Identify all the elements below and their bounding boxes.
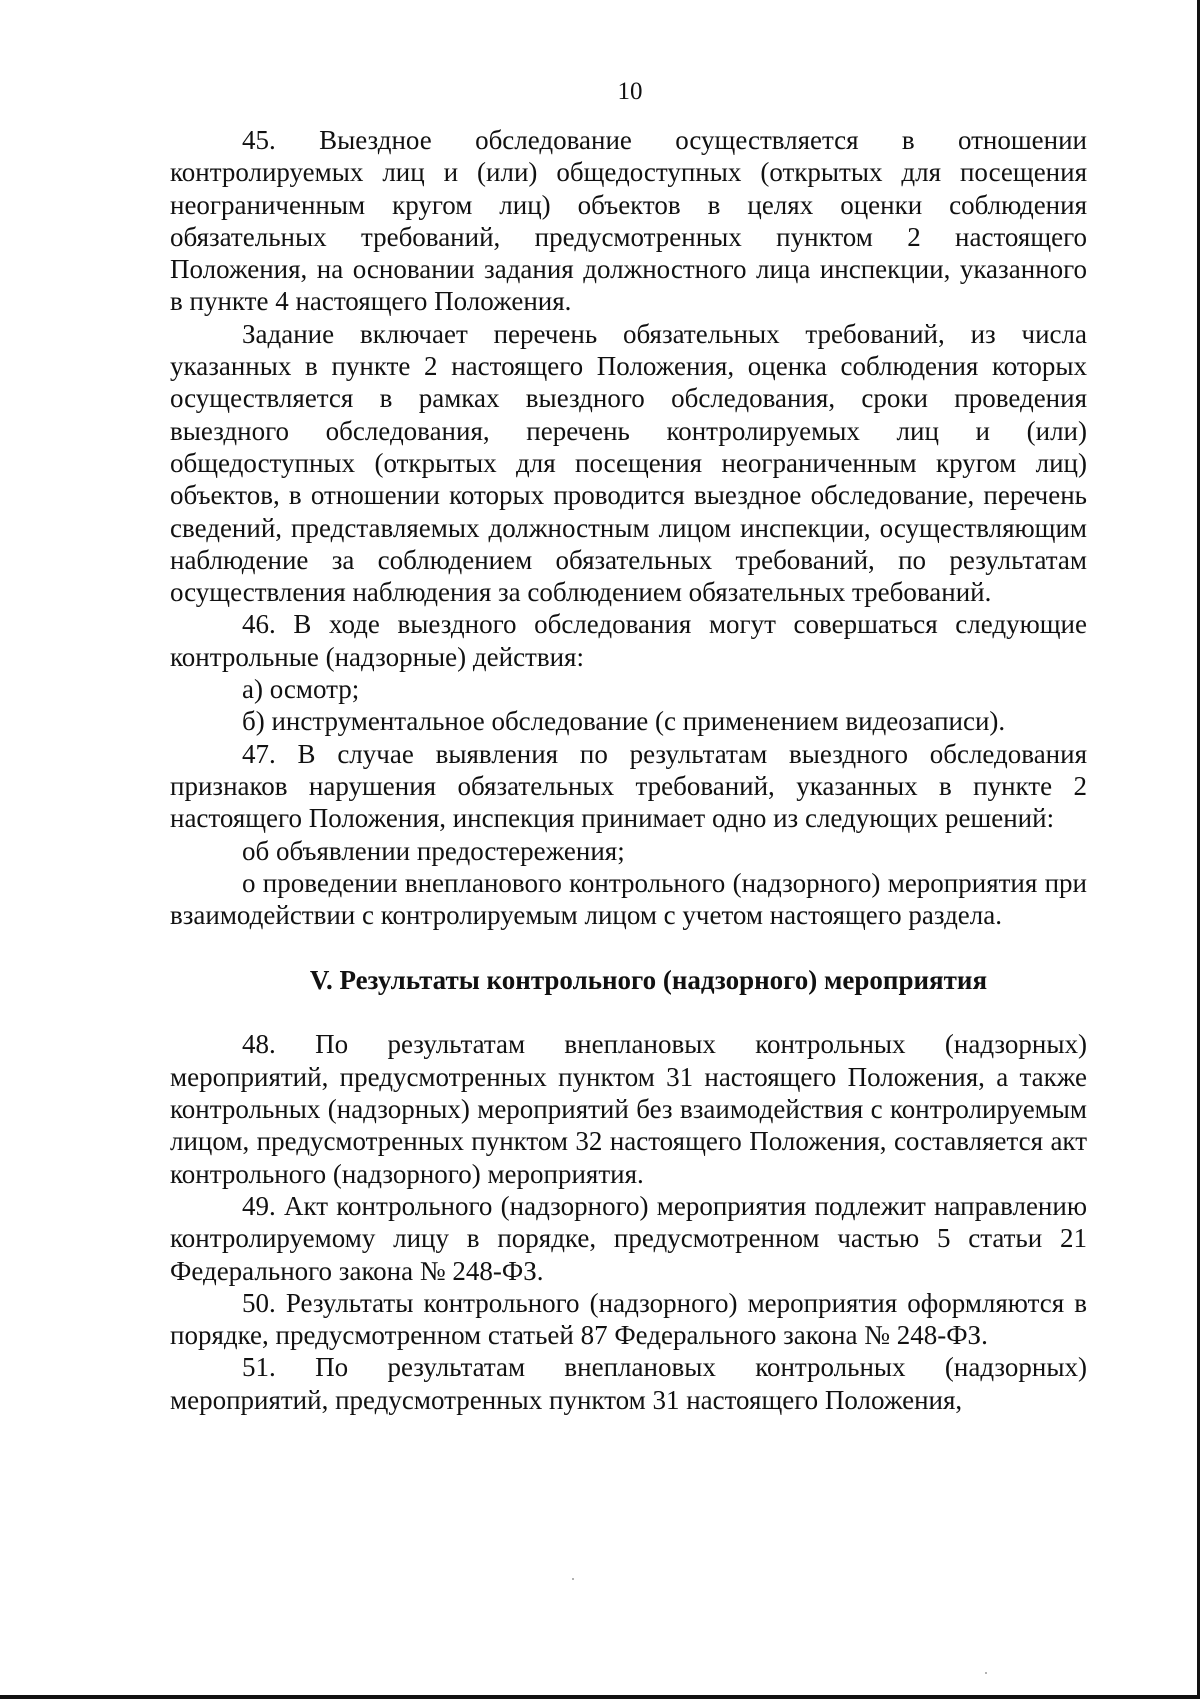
scan-speck xyxy=(985,1672,987,1674)
decision-unscheduled-event: о проведении внепланового контрольного (надзорного) мероприятия при взаимодействии с контролируемым лицом с учетом настоящего раздела. xyxy=(170,867,1087,931)
paragraph-47: 47. В случае выявления по результатам выездного обследования признаков нарушения обязательных требований, указанных в пункте 2 настоящего Положения, инспекция принимает одно из следующих решений: xyxy=(170,738,1087,834)
list-item-a-inspection: а) осмотр; xyxy=(242,674,360,705)
document-body xyxy=(170,124,1087,1416)
paragraph-46: 46. В ходе выездного обследования могут совершаться следующие контрольные (надзорные) действия: xyxy=(170,609,1087,672)
paragraph-task-contents: Задание включает перечень обязательных требований, из числа указанных в пункте 2 настоящего Положения, оценка соблюдения которых осуществляется в рамках выездного обследования, сроки проведения выездного обследования, перечень контролируемых лиц и (или) общедоступных (открытых для посещения неограниченным кругом лиц) объектов, в отношении которых проводится выездное обследование, перечень сведений, представляемых должностным лицом инспекции, осуществляющим наблюдение за соблюдением обязательных требований, по результатам осуществления наблюдения за соблюдением обязательных требований. xyxy=(170,318,1087,608)
scan-speck xyxy=(572,1578,574,1580)
decision-warning: об объявлении предостережения; xyxy=(242,835,625,866)
paragraph-48: 48. По результатам внеплановых контрольных (надзорных) мероприятий, предусмотренных пунктом 31 настоящего Положения, а также контрольных (надзорных) мероприятий без взаимодействия с контролируемым лицом, предусмотренных пунктом 32 настоящего Положения, составляется акт контрольного (надзорного) мероприятия. xyxy=(170,1029,1087,1189)
paragraph-50: 50. Результаты контрольного (надзорного) мероприятия оформляются в порядке, предусмотренном статьей 87 Федерального закона № 248-ФЗ. xyxy=(170,1287,1087,1351)
section-heading-v: V. Результаты контрольного (надзорного) мероприятия xyxy=(309,965,988,996)
paragraph-51: 51. По результатам внеплановых контрольных (надзорных) мероприятий, предусмотренных пунктом 31 настоящего Положения, xyxy=(170,1352,1087,1415)
page-number: 10 xyxy=(617,78,643,105)
paragraph-45: 45. Выездное обследование осуществляется в отношении контролируемых лиц и (или) общедоступных (открытых для посещения неограниченным кругом лиц) объектов в целях оценки соблюдения обязательных требований, предусмотренных пунктом 2 настоящего Положения, на основании задания должностного лица инспекции, указанного в пункте 4 настоящего Положения. xyxy=(170,125,1087,317)
paragraph-49: 49. Акт контрольного (надзорного) мероприятия подлежит направлению контролируемому лицу в порядке, предусмотренном частью 5 статьи 21 Федерального закона № 248-ФЗ. xyxy=(170,1190,1087,1286)
list-item-b-instrumental: б) инструментальное обследование (с применением видеозаписи). xyxy=(242,706,1006,737)
